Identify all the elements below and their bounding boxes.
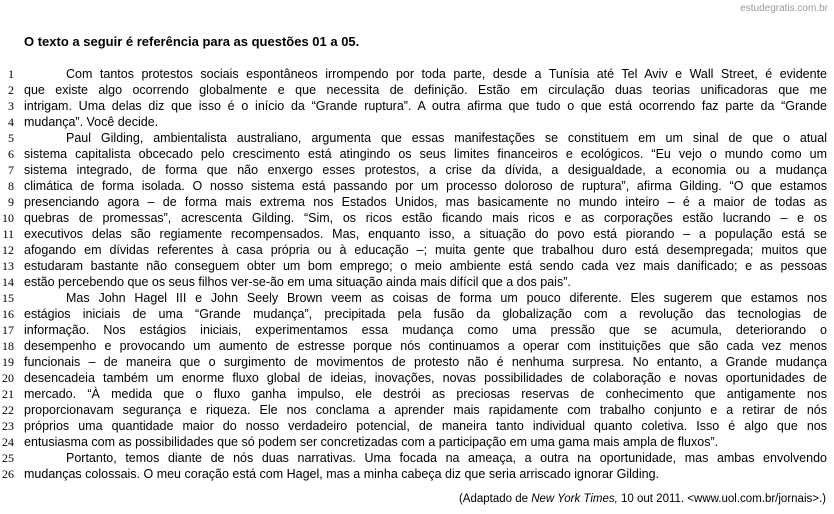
line-text: sistema integrado, de forma que não enxergo esses protestos, a crise da dívida, a desigualdade, a economia ou a mudança [24, 163, 827, 177]
text-line [0, 82, 834, 98]
citation-prefix: (Adaptado de [458, 493, 532, 505]
line-text: entusiasma com as possibilidades que só podem ser concretizadas com a participação em uma gama mais ampla de fluxos”. [24, 435, 719, 449]
text-line [0, 434, 834, 450]
line-number: 17 [2, 323, 14, 337]
line-text: que existe algo ocorrendo globalmente e que necessita de definição. Estão em circulação duas teorias unificadoras que me [24, 83, 827, 97]
text-line [0, 418, 834, 434]
line-text: desencadeia também um enorme fluxo global de ideias, inovações, novas possibilidades de colaboração e novas oportunidades de [24, 371, 827, 385]
text-line [0, 386, 834, 402]
text-line [0, 178, 834, 194]
line-text: informação. Nos estágios iniciais, experimentamos essa mudança como uma pressão que se acumula, deteriorando o [24, 323, 827, 337]
line-number: 19 [2, 355, 14, 369]
source-citation [459, 493, 826, 505]
line-text: estudaram bastante não conseguem obter um bom emprego; o meio ambiente está sendo cada vez mais danificado; e as pessoas [24, 259, 827, 273]
citation-publication: New York Times, [531, 493, 618, 505]
line-text: Portanto, temos diante de nós duas narrativas. Uma focada na ameaça, a outra na oportunidade, mas ambas envolvendo [66, 451, 827, 465]
text-line [0, 354, 834, 370]
line-number: 13 [2, 259, 14, 273]
line-text: presenciando agora – de forma mais extrema nos Estados Unidos, mas basicamente no mundo inteiro – é a maior de todas as [24, 195, 827, 209]
line-number: 1 [8, 67, 14, 81]
text-line [0, 290, 834, 306]
text-line [0, 114, 834, 130]
text-line [0, 130, 834, 146]
line-number: 20 [2, 371, 14, 385]
line-text: estão percebendo que os seus filhos ver-se-ão em uma situação ainda mais difícil que a dos pais”. [24, 275, 571, 289]
text-line [0, 322, 834, 338]
line-number: 2 [8, 83, 14, 97]
line-number: 15 [2, 291, 14, 305]
citation-suffix: 10 out 2011. <www.uol.com.br/jornais>.) [617, 493, 826, 505]
line-number: 23 [2, 419, 14, 433]
line-number: 9 [8, 195, 14, 209]
line-text: sistema capitalista obcecado pelo crescimento está atingindo os seus limites financeiros e ecológicos. “Eu vejo o mundo como um [24, 147, 827, 161]
site-watermark: estudegratis.com.br [740, 3, 828, 14]
text-line [0, 98, 834, 114]
line-text: executivos delas são regiamente recompensados. Mas, enquanto isso, a situação do povo está piorando – a população está se [24, 227, 827, 241]
text-line [0, 210, 834, 226]
line-number: 21 [2, 387, 14, 401]
line-text: estágios iniciais de uma “Grande mudança”, precipitada pela fusão da globalização com a revolução das tecnologias de [24, 307, 827, 321]
line-number: 6 [8, 147, 14, 161]
text-line [0, 242, 834, 258]
line-text: Com tantos protestos sociais espontâneos irrompendo por toda parte, desde a Tunísia até Tel Aviv e Wall Street, é evidente [66, 67, 827, 81]
line-number: 25 [2, 451, 14, 465]
text-line [0, 466, 834, 482]
line-text: intrigam. Uma delas diz que isso é o início da “Grande ruptura”. A outra afirma que tudo o que está ocorrendo faz parte da “Grande [24, 99, 827, 113]
line-number: 8 [8, 179, 14, 193]
section-heading: O texto a seguir é referência para as questões 01 a 05. [24, 34, 360, 49]
line-number: 4 [8, 115, 14, 129]
line-text: desempenho e provocando um aumento de estresse porque nós continuamos a operar com instituições que são cada vez menos [24, 339, 827, 353]
line-number: 7 [8, 163, 14, 177]
line-text: climática de forma isolada. O nosso sistema está passando por um processo doloroso de ruptura”, afirma Gilding. “O que estamos [24, 179, 827, 193]
line-number: 5 [8, 131, 14, 145]
line-number: 16 [2, 307, 14, 321]
line-number: 3 [8, 99, 14, 113]
line-number: 11 [2, 227, 14, 241]
text-line [0, 338, 834, 354]
line-text: proporcionavam segurança e riqueza. Ele nos conclama a aprender mais rapidamente com trabalho conjunto e a retirar de nós [24, 403, 827, 417]
line-number: 22 [2, 403, 14, 417]
text-line [0, 274, 834, 290]
line-text: Mas John Hagel III e John Seely Brown veem as coisas de forma um pouco diferente. Eles sugerem que estamos nos [66, 291, 827, 305]
line-text: funcionais – de maneira que o surgimento de movimentos de protesto não é nenhuma surpresa. No entanto, a Grande mudança [24, 355, 827, 369]
line-text: quebras de promessas”, acrescenta Gilding. “Sim, os ricos estão ficando mais ricos e as corporações estão lucrando – e os [24, 211, 827, 225]
line-number: 14 [2, 275, 14, 289]
line-text: mudança”. Você decide. [24, 115, 159, 129]
line-number: 10 [2, 211, 14, 225]
text-line [0, 450, 834, 466]
line-text: afogando em dívidas referentes à casa própria ou à educação –; muita gente que trabalhou duro está desempregada; muitos que [24, 243, 827, 257]
line-number: 12 [2, 243, 14, 257]
line-text: próprios uma quantidade maior do nosso verdadeiro potencial, de maneira tanto individual quanto coletiva. Isso é algo que nos [24, 419, 827, 433]
text-line [0, 306, 834, 322]
numbered-text-block [0, 66, 834, 482]
line-number: 18 [2, 339, 14, 353]
line-text: mercado. “À medida que o fluxo ganha impulso, ele destrói as preciosas reservas de conhecimento que antigamente nos [24, 387, 827, 401]
text-line [0, 258, 834, 274]
line-number: 24 [2, 435, 14, 449]
text-line [0, 370, 834, 386]
text-line [0, 146, 834, 162]
text-line [0, 402, 834, 418]
line-text: mudanças colossais. O meu coração está com Hagel, mas a minha cabeça diz que seria arriscado ignorar Gilding. [24, 467, 660, 481]
line-number: 26 [2, 467, 14, 481]
text-line [0, 226, 834, 242]
text-line [0, 162, 834, 178]
text-line [0, 194, 834, 210]
line-text: Paul Gilding, ambientalista australiano, argumenta que essas manifestações se constituem em um sinal de que o atual [66, 131, 827, 145]
text-line [0, 66, 834, 82]
